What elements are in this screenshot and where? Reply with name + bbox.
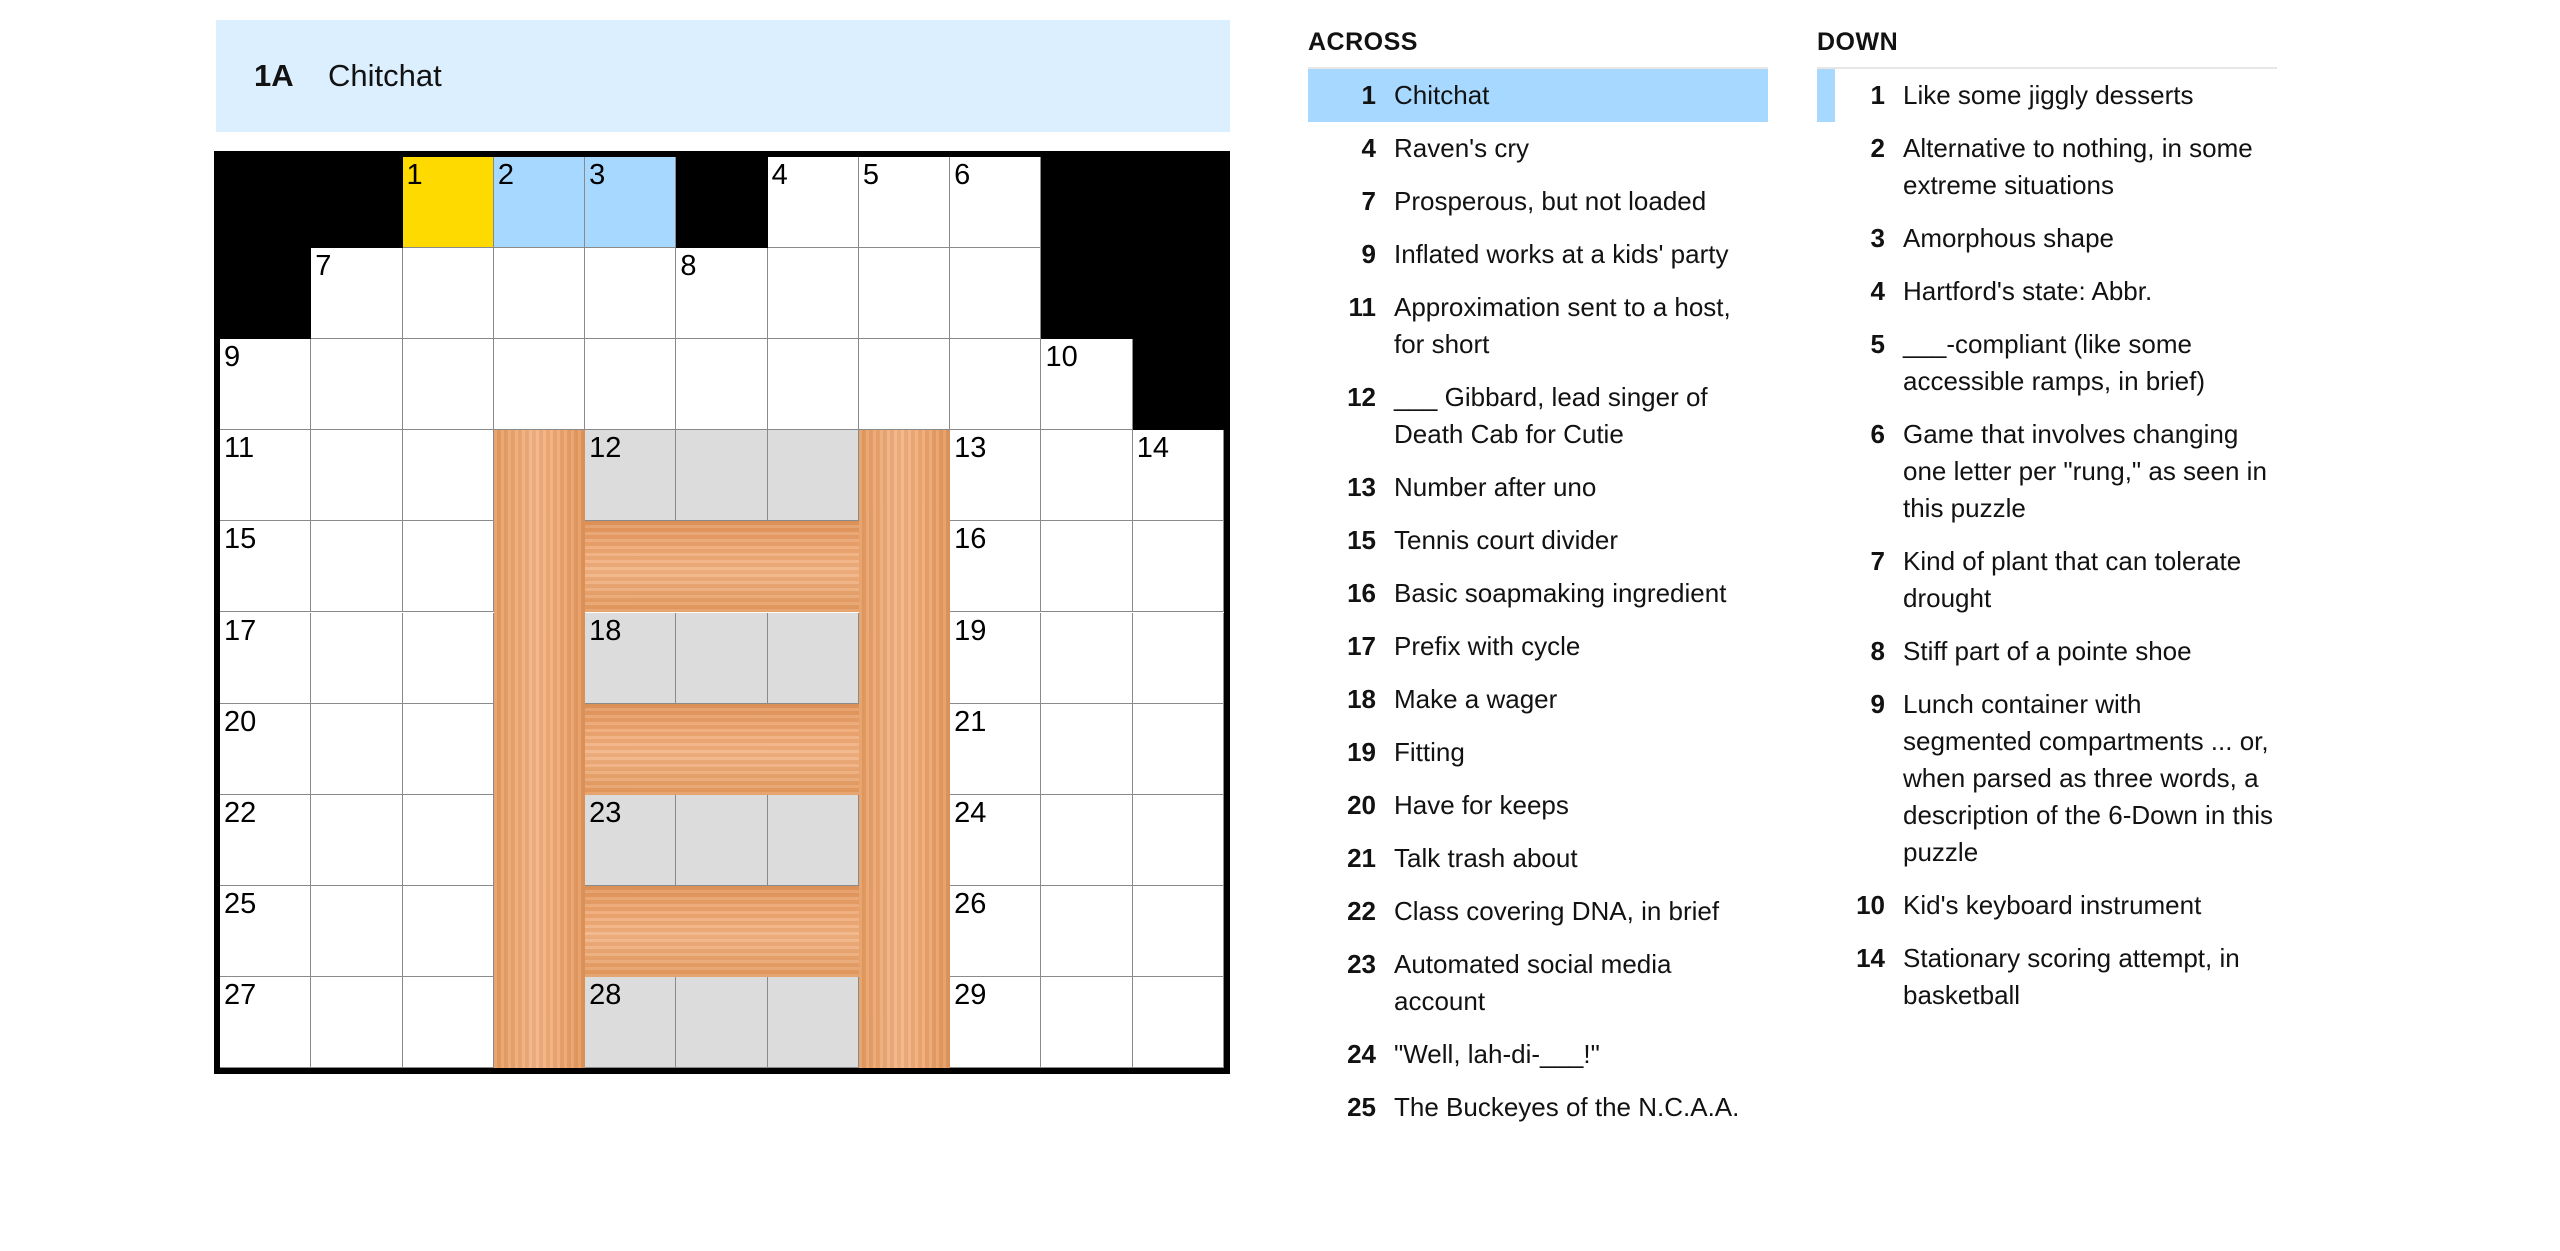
grid-cell[interactable]	[768, 248, 859, 339]
across-clue[interactable]	[1308, 1028, 1768, 1081]
cell-number: 23	[589, 796, 622, 829]
cell-number: 6	[954, 159, 971, 191]
clue-number: 7	[1361, 186, 1376, 216]
grid-cell[interactable]	[585, 613, 676, 704]
clue-number: 22	[1347, 896, 1376, 926]
across-clue[interactable]	[1308, 832, 1768, 885]
clue-number: 25	[1347, 1092, 1376, 1122]
grid-cell[interactable]	[403, 430, 494, 521]
cell-number: 21	[954, 705, 987, 738]
grid-cell[interactable]	[403, 157, 494, 248]
clue-number: 1	[1870, 80, 1885, 110]
clue-text: Hartford's state: Abbr.	[1903, 276, 2153, 306]
grid-cell[interactable]	[494, 339, 585, 430]
grid-cell[interactable]	[220, 977, 311, 1068]
across-clue[interactable]	[1308, 673, 1768, 726]
grid-cell[interactable]	[950, 886, 1041, 977]
grid-cell[interactable]	[768, 430, 859, 521]
grid-cell[interactable]	[1041, 613, 1132, 704]
clue-text: Amorphous shape	[1903, 223, 2115, 253]
across-clue[interactable]	[1308, 938, 1768, 1028]
grid-cell[interactable]	[950, 521, 1041, 612]
clue-number: 12	[1347, 382, 1376, 412]
cell-number: 12	[589, 432, 622, 465]
grid-cell[interactable]	[768, 339, 859, 430]
cell-number: 15	[224, 523, 257, 556]
across-clue[interactable]	[1308, 779, 1768, 832]
clue-text: "Well, lah-di-___!"	[1394, 1039, 1600, 1069]
cell-number: 16	[954, 523, 987, 556]
grid-cell[interactable]	[311, 430, 402, 521]
grid-cell[interactable]	[403, 977, 494, 1068]
cell-number: 19	[954, 614, 987, 647]
grid-cell[interactable]	[859, 248, 950, 339]
ladder-rung	[585, 704, 859, 795]
cell-number: 17	[224, 614, 257, 647]
grid-cell[interactable]	[403, 521, 494, 612]
grid-cell[interactable]	[403, 795, 494, 886]
grid-cell[interactable]	[311, 795, 402, 886]
clue-number: 9	[1870, 689, 1885, 719]
across-clue[interactable]	[1308, 620, 1768, 673]
grid-cell[interactable]	[220, 430, 311, 521]
clue-number: 14	[1856, 943, 1885, 973]
grid-cell[interactable]	[859, 339, 950, 430]
grid-cell[interactable]	[585, 339, 676, 430]
clue-number: 4	[1361, 133, 1376, 163]
cell-number: 18	[589, 614, 622, 647]
clue-number: 13	[1347, 472, 1376, 502]
cell-number: 26	[954, 887, 987, 920]
ladder-rail	[494, 430, 585, 1068]
clue-number: 1	[1361, 80, 1376, 110]
grid-cell[interactable]	[311, 704, 402, 795]
down-clue-list	[1817, 28, 2277, 1022]
cell-number: 25	[224, 887, 257, 920]
across-heading: ACROSS	[1308, 28, 1768, 69]
grid-cell[interactable]	[1041, 339, 1132, 430]
clue-number: 6	[1870, 419, 1885, 449]
cell-number: 10	[1045, 341, 1078, 374]
clue-number: 7	[1870, 546, 1885, 576]
cell-number: 11	[224, 432, 255, 465]
clue-text: Like some jiggly desserts	[1903, 80, 2194, 110]
grid-cell[interactable]	[403, 339, 494, 430]
clue-text: Game that involves changing one letter per "rung," as seen in this puzzle	[1903, 419, 2267, 523]
clue-number: 11	[1348, 292, 1376, 322]
grid-cell[interactable]	[1133, 704, 1224, 795]
clue-text: Stiff part of a pointe shoe	[1903, 636, 2192, 666]
clue-number: 23	[1347, 949, 1376, 979]
grid-cell[interactable]	[676, 339, 767, 430]
clue-text: Fitting	[1394, 737, 1465, 767]
clue-number: 4	[1870, 276, 1885, 306]
cell-number: 13	[954, 432, 987, 465]
clue-number: 5	[1870, 329, 1885, 359]
down-clue[interactable]	[1817, 625, 2277, 678]
grid-cell[interactable]	[220, 795, 311, 886]
clue-text: Basic soapmaking ingredient	[1394, 578, 1727, 608]
down-clue[interactable]	[1817, 318, 2277, 408]
black-square	[220, 248, 311, 339]
clue-text: Inflated works at a kids' party	[1394, 239, 1729, 269]
grid-cell[interactable]	[676, 248, 767, 339]
clue-text: Make a wager	[1394, 684, 1558, 714]
grid-cell[interactable]	[676, 613, 767, 704]
cell-number: 3	[589, 159, 606, 191]
down-clue[interactable]	[1817, 879, 2277, 932]
grid-cell[interactable]	[950, 977, 1041, 1068]
grid-cell[interactable]	[1041, 430, 1132, 521]
ladder-rail	[859, 430, 950, 1068]
cell-number: 22	[224, 796, 257, 829]
grid-cell[interactable]	[1041, 521, 1132, 612]
down-heading: DOWN	[1817, 28, 2277, 69]
grid-cell[interactable]	[585, 157, 676, 248]
black-square	[1133, 157, 1224, 248]
black-square	[311, 157, 402, 248]
across-clue[interactable]	[1308, 567, 1768, 620]
black-square	[676, 157, 767, 248]
cell-number: 9	[224, 341, 241, 374]
grid-cell[interactable]	[1133, 977, 1224, 1068]
clue-number: 8	[1870, 636, 1885, 666]
cell-number: 27	[224, 978, 257, 1011]
across-clue[interactable]	[1308, 122, 1768, 175]
grid-cell[interactable]	[1133, 886, 1224, 977]
clue-text: Approximation sent to a host, for short	[1394, 292, 1731, 359]
grid-cell[interactable]	[311, 521, 402, 612]
cell-number: 5	[862, 159, 880, 191]
down-clue[interactable]	[1817, 932, 2277, 1022]
clue-text: The Buckeyes of the N.C.A.A.	[1394, 1092, 1740, 1122]
across-clue[interactable]	[1308, 175, 1768, 228]
across-clue[interactable]	[1308, 1081, 1768, 1134]
grid-cell[interactable]	[768, 977, 859, 1068]
clue-text: Raven's cry	[1394, 133, 1530, 163]
grid-cell[interactable]	[403, 613, 494, 704]
clue-number: 19	[1347, 737, 1376, 767]
grid-cell[interactable]	[585, 977, 676, 1068]
grid-cell[interactable]	[1041, 704, 1132, 795]
grid-cell[interactable]	[950, 157, 1041, 248]
across-clue[interactable]	[1308, 885, 1768, 938]
down-clue[interactable]	[1817, 69, 2277, 122]
grid-cell[interactable]	[585, 248, 676, 339]
clue-text: Automated social media account	[1394, 949, 1672, 1016]
across-clue[interactable]	[1308, 514, 1768, 567]
clue-text: Lunch container with segmented compartments ... or, when parsed as three words, a description of the 6-Down in this puzzle	[1903, 689, 2273, 867]
grid-cell[interactable]	[403, 704, 494, 795]
black-square	[1041, 248, 1132, 339]
clue-number: 15	[1347, 525, 1376, 555]
down-clue[interactable]	[1817, 265, 2277, 318]
grid-cell[interactable]	[311, 248, 402, 339]
grid-cell[interactable]	[220, 704, 311, 795]
down-clue[interactable]	[1817, 678, 2277, 879]
cell-number: 4	[771, 159, 788, 191]
grid-cell[interactable]	[950, 613, 1041, 704]
across-clue-list	[1308, 28, 1768, 1134]
clue-text: ___-compliant (like some accessible ramps, in brief)	[1903, 329, 2205, 396]
clue-number: 17	[1347, 631, 1376, 661]
clue-text: Number after uno	[1394, 472, 1597, 502]
grid-cell[interactable]	[220, 613, 311, 704]
clue-text: ___ Gibbard, lead singer of Death Cab for Cutie	[1394, 382, 1708, 449]
cell-number: 2	[497, 159, 514, 191]
clue-text: Alternative to nothing, in some extreme situations	[1903, 133, 2253, 200]
cell-number: 24	[954, 796, 987, 829]
clue-text: Chitchat	[1394, 80, 1490, 110]
down-clue[interactable]	[1817, 535, 2277, 625]
current-clue-text: Chitchat	[328, 58, 442, 93]
cell-number: 20	[224, 705, 257, 738]
across-clue[interactable]	[1308, 69, 1768, 122]
grid-cell[interactable]	[950, 704, 1041, 795]
grid-cell[interactable]	[1133, 795, 1224, 886]
clue-text: Talk trash about	[1394, 843, 1578, 873]
across-clue[interactable]	[1308, 726, 1768, 779]
grid-cell[interactable]	[220, 339, 311, 430]
current-clue-label: 1A	[254, 58, 294, 93]
grid-cell[interactable]	[311, 886, 402, 977]
grid-cell[interactable]	[585, 430, 676, 521]
down-clue[interactable]	[1817, 122, 2277, 212]
grid-cell[interactable]	[950, 795, 1041, 886]
clue-text: Prefix with cycle	[1394, 631, 1581, 661]
across-clue[interactable]	[1308, 371, 1768, 461]
cell-number: 14	[1136, 432, 1169, 465]
clue-number: 9	[1361, 239, 1376, 269]
grid-cell[interactable]	[768, 157, 859, 248]
grid-cell[interactable]	[950, 248, 1041, 339]
current-clue-bar	[216, 20, 1230, 132]
across-clue[interactable]	[1308, 461, 1768, 514]
grid-cell[interactable]	[1133, 613, 1224, 704]
across-clue[interactable]	[1308, 228, 1768, 281]
black-square	[220, 157, 311, 248]
grid-cell[interactable]	[768, 613, 859, 704]
clue-number: 24	[1347, 1039, 1376, 1069]
grid-cell[interactable]	[676, 977, 767, 1068]
across-clue[interactable]	[1308, 281, 1768, 371]
clue-text: Prosperous, but not loaded	[1394, 186, 1707, 216]
grid-cell[interactable]	[1133, 521, 1224, 612]
clue-number: 20	[1347, 790, 1376, 820]
grid-cell[interactable]	[859, 157, 950, 248]
clue-number: 18	[1347, 684, 1376, 714]
grid-cell[interactable]	[311, 339, 402, 430]
clue-text: Class covering DNA, in brief	[1394, 896, 1720, 926]
clue-number: 2	[1870, 133, 1885, 163]
grid-cell[interactable]	[676, 795, 767, 886]
grid-cell[interactable]	[1133, 430, 1224, 521]
clue-text: Stationary scoring attempt, in basketball	[1903, 943, 2240, 1010]
cell-number: 8	[680, 250, 697, 283]
clue-text: Kid's keyboard instrument	[1903, 890, 2202, 920]
clue-text: Kind of plant that can tolerate drought	[1903, 546, 2242, 613]
cell-number: 29	[954, 978, 987, 1011]
cell-number: 7	[315, 250, 332, 283]
black-square	[1133, 248, 1224, 339]
grid-cell[interactable]	[494, 248, 585, 339]
grid-cell[interactable]	[950, 430, 1041, 521]
crossword-grid	[214, 151, 1230, 1074]
grid-cell[interactable]	[1041, 886, 1132, 977]
grid-cell[interactable]	[1041, 977, 1132, 1068]
clue-text: Tennis court divider	[1394, 525, 1618, 555]
cell-number: 28	[589, 978, 622, 1011]
grid-cell[interactable]	[1041, 795, 1132, 886]
grid-cell[interactable]	[220, 521, 311, 612]
clue-number: 3	[1870, 223, 1885, 253]
clue-number: 21	[1347, 843, 1376, 873]
down-clue[interactable]	[1817, 212, 2277, 265]
down-clue[interactable]	[1817, 408, 2277, 535]
grid-cell[interactable]	[585, 795, 676, 886]
grid-cell[interactable]	[220, 886, 311, 977]
grid-cell[interactable]	[950, 339, 1041, 430]
black-square	[1041, 157, 1132, 248]
clue-number: 10	[1856, 890, 1885, 920]
grid-cell[interactable]	[403, 886, 494, 977]
grid-cell[interactable]	[403, 248, 494, 339]
clue-text: Have for keeps	[1394, 790, 1569, 820]
ladder-rung	[585, 521, 859, 612]
clue-number: 16	[1347, 578, 1376, 608]
grid-cell[interactable]	[768, 795, 859, 886]
grid-cell[interactable]	[676, 430, 767, 521]
grid-cell[interactable]	[311, 613, 402, 704]
grid-cell[interactable]	[494, 157, 585, 248]
cell-number: 1	[406, 159, 423, 191]
black-square	[1133, 339, 1224, 430]
ladder-rung	[585, 886, 859, 977]
grid-cell[interactable]	[311, 977, 402, 1068]
